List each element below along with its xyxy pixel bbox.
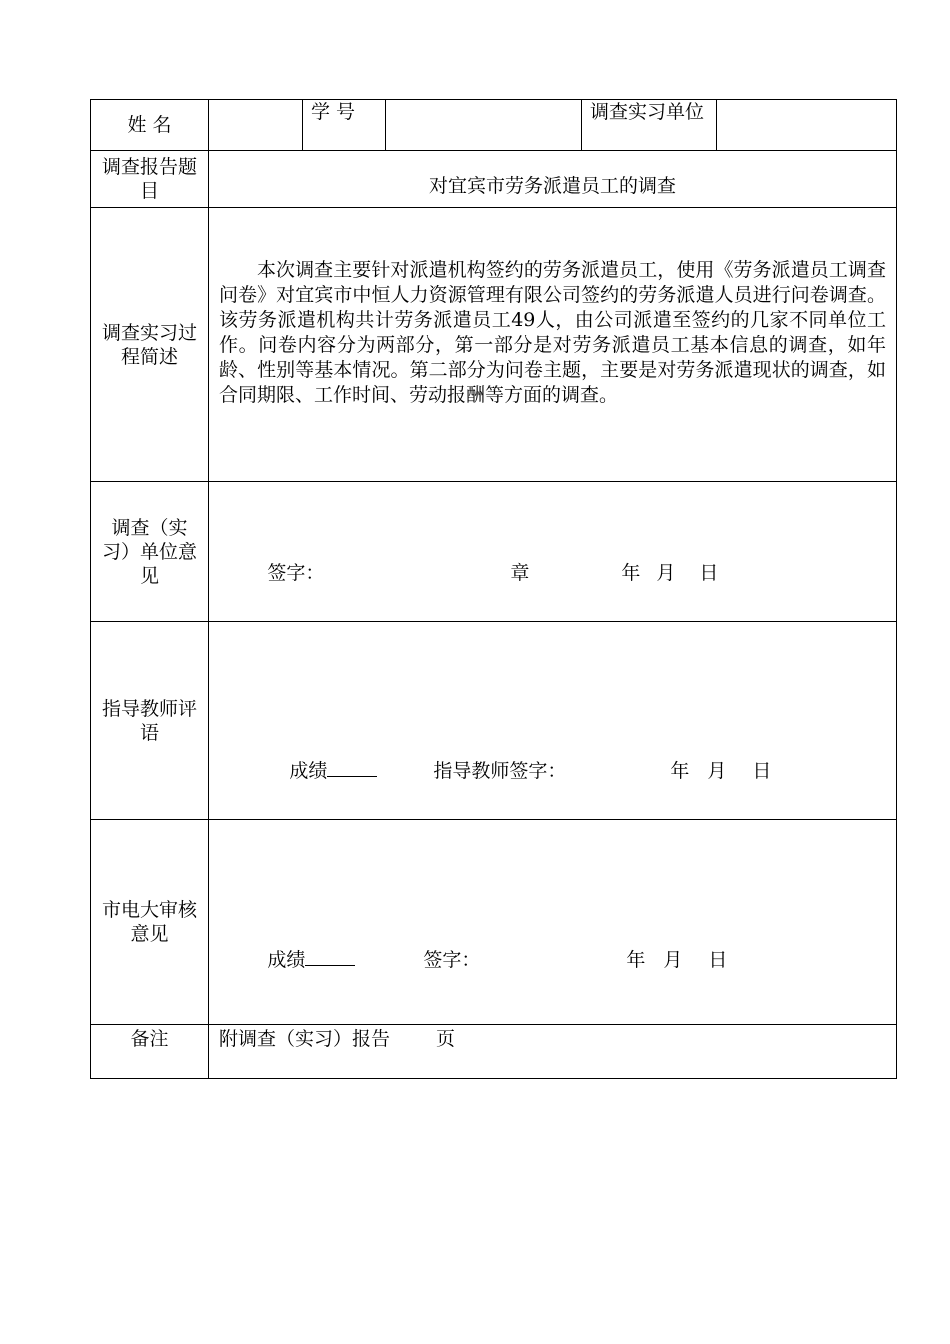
- student-id-label-cell: [303, 100, 386, 151]
- teacher-grade-blank[interactable]: [327, 756, 377, 777]
- unit-field[interactable]: [717, 100, 897, 151]
- process-text: 本次调查主要针对派遣机构签约的劳务派遣员工，使用《劳务派遣员工调查问卷》对宜宾市中恒人力资源管理有限公司签约的劳务派遣人员进行问卷调查。该劳务派遣机构共计劳务派遣员工49人，由公司派遣至签约的几家不同单位工作。问卷内容分为两部分，第一部分是对劳务派遣员工基本信息的调查，如年龄、性别等基本情况。第二部分为问卷主题，主要是对劳务派遣现状的调查，如合同期限、工作时间、劳动报酬等方面的调查。: [219, 259, 886, 406]
- student-id-label: 学 号: [311, 101, 356, 123]
- process-field[interactable]: [209, 208, 897, 482]
- teacher-month-label: 月: [707, 760, 727, 782]
- review-grade-label: 成绩: [267, 949, 306, 971]
- unit-opinion-field[interactable]: [209, 482, 897, 622]
- remarks-prefix: 附调查（实习）报告: [219, 1028, 391, 1050]
- report-title-field[interactable]: [209, 151, 897, 208]
- unit-label: 调查实习单位: [590, 101, 705, 123]
- process-label-cell: [91, 208, 209, 482]
- unit-year-label: 年: [621, 562, 641, 584]
- review-sign-label: 签字：: [423, 949, 481, 971]
- unit-opinion-sign-line: [219, 537, 718, 609]
- name-field[interactable]: [209, 100, 303, 151]
- remarks-field[interactable]: [209, 1025, 897, 1079]
- process-label: 调查实习过程简述: [101, 321, 197, 368]
- review-row: [91, 820, 897, 1025]
- remarks-suffix: 页: [436, 1028, 456, 1050]
- teacher-comment-label-cell: [91, 622, 209, 820]
- header-row: [91, 100, 897, 151]
- review-day-label: 日: [708, 949, 728, 971]
- unit-label-cell: [582, 100, 717, 151]
- unit-seal-label: 章: [510, 562, 530, 584]
- unit-day-label: 日: [699, 562, 719, 584]
- remarks-label: 备注: [130, 1028, 169, 1050]
- review-label-line2: 意见: [130, 923, 169, 945]
- unit-month-label: 月: [656, 562, 676, 584]
- report-title-label-cell: [91, 151, 209, 208]
- teacher-sign-line: [241, 732, 771, 807]
- name-label: 姓 名: [127, 114, 172, 136]
- report-form-table: [90, 99, 897, 1079]
- remarks-label-cell: [91, 1025, 209, 1079]
- review-year-label: 年: [626, 949, 646, 971]
- teacher-year-label: 年: [670, 760, 690, 782]
- teacher-day-label: 日: [752, 760, 772, 782]
- review-month-label: 月: [663, 949, 683, 971]
- review-label-line1: 市电大审核: [101, 899, 197, 921]
- process-row: [91, 208, 897, 482]
- unit-opinion-row: [91, 482, 897, 622]
- report-title-row: [91, 151, 897, 208]
- review-field[interactable]: [209, 820, 897, 1025]
- review-sign-line: [219, 921, 727, 996]
- teacher-comment-label: 指导教师评语: [101, 697, 197, 744]
- teacher-grade-label: 成绩: [289, 760, 328, 782]
- review-label-cell: [91, 820, 209, 1025]
- unit-sign-label: 签字：: [267, 562, 325, 584]
- report-title-value: 对宜宾市劳务派遣员工的调查: [428, 175, 676, 197]
- teacher-sign-label: 指导教师签字：: [433, 760, 567, 782]
- unit-opinion-label-cell: [91, 482, 209, 622]
- teacher-comment-row: [91, 622, 897, 820]
- review-grade-blank[interactable]: [305, 945, 355, 966]
- unit-opinion-label: 调查（实习）单位意见: [101, 516, 197, 587]
- teacher-comment-field[interactable]: [209, 622, 897, 820]
- name-label-cell: [91, 100, 209, 151]
- student-id-field[interactable]: [386, 100, 582, 151]
- remarks-row: [91, 1025, 897, 1079]
- report-title-label: 调查报告题目: [101, 156, 197, 202]
